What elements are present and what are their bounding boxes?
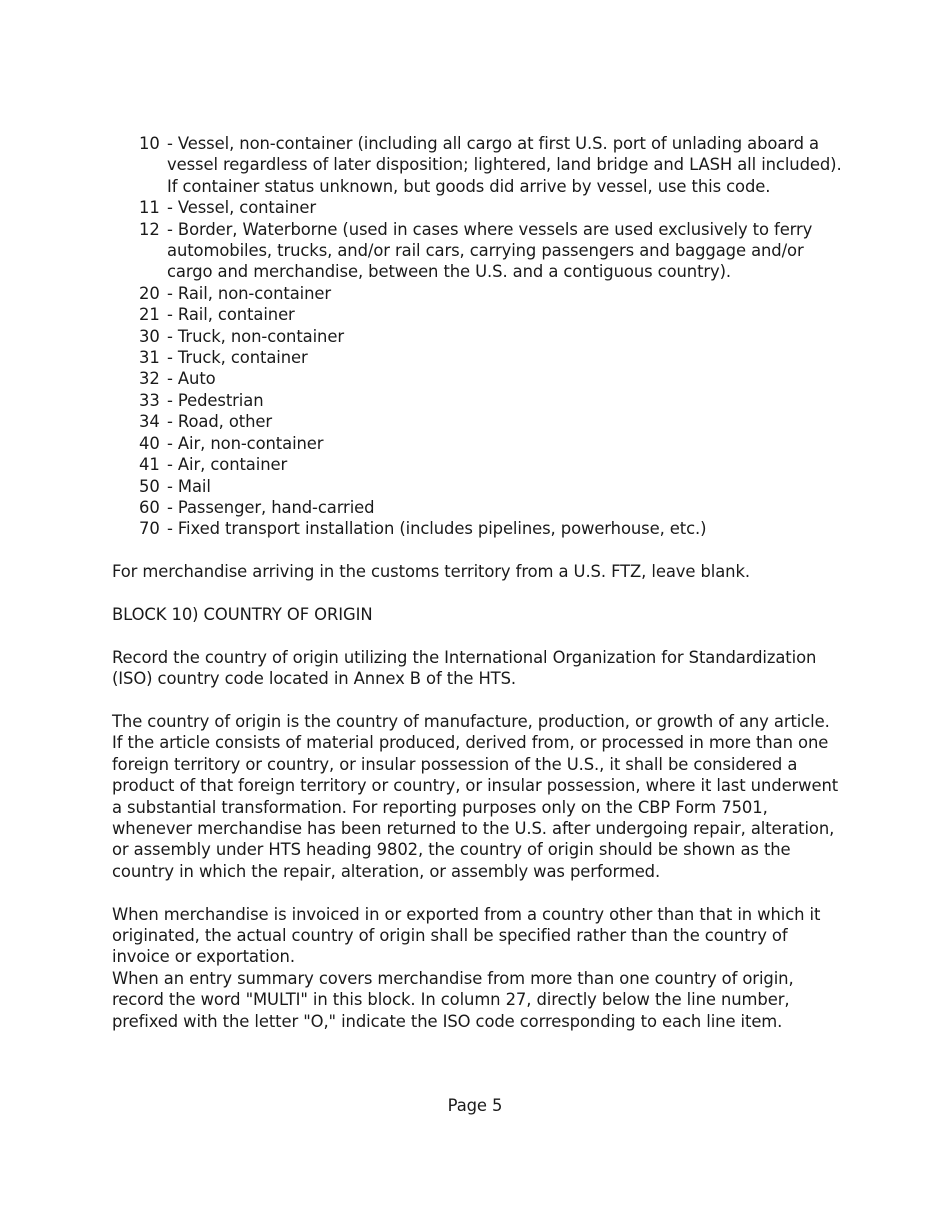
code-number: 70 — [139, 519, 160, 539]
paragraph-multi-origin: When an entry summary covers merchandise from more than one country of origin, record the word "MULTI" in this block. In column 27, directly below the line number, prefixed with the letter "O," indicate the ISO code corresponding to each line item. — [112, 968, 794, 1031]
code-description: - Vessel, non-container (including all cargo at first U.S. port of unlading aboard a vessel regardless of later disposition; lightered, land bridge and LASH all included). If container status unknown, but goods did arrive by vessel, use this code. — [167, 134, 842, 196]
code-description: - Air, container — [167, 455, 288, 475]
code-number: 31 — [139, 348, 160, 368]
code-description: - Pedestrian — [167, 390, 264, 410]
code-description: - Mail — [167, 476, 211, 496]
code-description: - Air, non-container — [167, 433, 324, 453]
code-number: 34 — [139, 412, 160, 432]
code-description: - Passenger, hand-carried — [167, 497, 375, 517]
code-description: - Truck, container — [167, 348, 308, 368]
list-item — [139, 411, 842, 432]
list-item — [139, 347, 842, 368]
code-description: - Vessel, container — [167, 198, 317, 218]
paragraph-iso-code: Record the country of origin utilizing the International Organization for Standardization (ISO) country code located in Annex B of the HTS. — [112, 647, 817, 689]
code-number: 50 — [139, 476, 160, 496]
list-item — [139, 518, 842, 539]
code-number: 20 — [139, 283, 160, 303]
code-number: 10 — [139, 134, 160, 153]
list-item — [139, 368, 842, 389]
list-item — [139, 433, 842, 454]
list-item — [139, 133, 842, 197]
code-number: 40 — [139, 433, 160, 453]
list-item — [139, 326, 842, 347]
section-heading: BLOCK 10) COUNTRY OF ORIGIN — [112, 604, 373, 624]
code-number: 60 — [139, 497, 160, 517]
list-item — [139, 197, 842, 218]
list-item — [139, 390, 842, 411]
code-description: - Road, other — [167, 412, 273, 432]
page-content — [112, 133, 842, 1032]
list-item — [139, 304, 842, 325]
code-number: 41 — [139, 455, 160, 475]
list-item — [139, 454, 842, 475]
code-number: 32 — [139, 369, 160, 389]
code-description: - Auto — [167, 369, 216, 389]
list-item — [139, 219, 842, 283]
code-number: 30 — [139, 326, 160, 346]
code-description: - Rail, non-container — [167, 283, 332, 303]
list-item — [139, 283, 842, 304]
paragraph-invoiced-elsewhere: When merchandise is invoiced in or exported from a country other than that in which it originated, the actual country of origin shall be specified rather than the country of invoice or exportation. — [112, 904, 821, 967]
code-description: - Truck, non-container — [167, 326, 344, 346]
code-description: - Fixed transport installation (includes pipelines, powerhouse, etc.) — [167, 519, 707, 539]
code-number: 12 — [139, 219, 160, 239]
paragraph-origin-definition: The country of origin is the country of manufacture, production, or growth of any article. If the article consists of material produced, derived from, or processed in more than one foreign territory or country, or insular possession of the U.S., it shall be considered a product of that foreign territory or country, or insular possession, where it last underwent a substantial transformation. For reporting purposes only on the CBP Form 7501, whenever merchandise has been returned to the U.S. after undergoing repair, alteration, or assembly under HTS heading 9802, the country of origin should be shown as the country in which the repair, alteration, or assembly was performed. — [112, 711, 839, 881]
list-item — [139, 476, 842, 497]
code-number: 21 — [139, 305, 160, 325]
code-number: 33 — [139, 390, 160, 410]
list-item — [139, 497, 842, 518]
code-description: - Border, Waterborne (used in cases where vessels are used exclusively to ferry automobiles, trucks, and/or rail cars, carrying passengers and baggage and/or cargo and merchandise, between the U.S. and a contiguous country). — [167, 219, 813, 282]
ftz-note: For merchandise arriving in the customs territory from a U.S. FTZ, leave blank. — [112, 562, 750, 582]
transport-code-list — [139, 133, 842, 540]
code-description: - Rail, container — [167, 305, 295, 325]
code-number: 11 — [139, 198, 160, 218]
page-number: Page 5 — [447, 1096, 503, 1115]
